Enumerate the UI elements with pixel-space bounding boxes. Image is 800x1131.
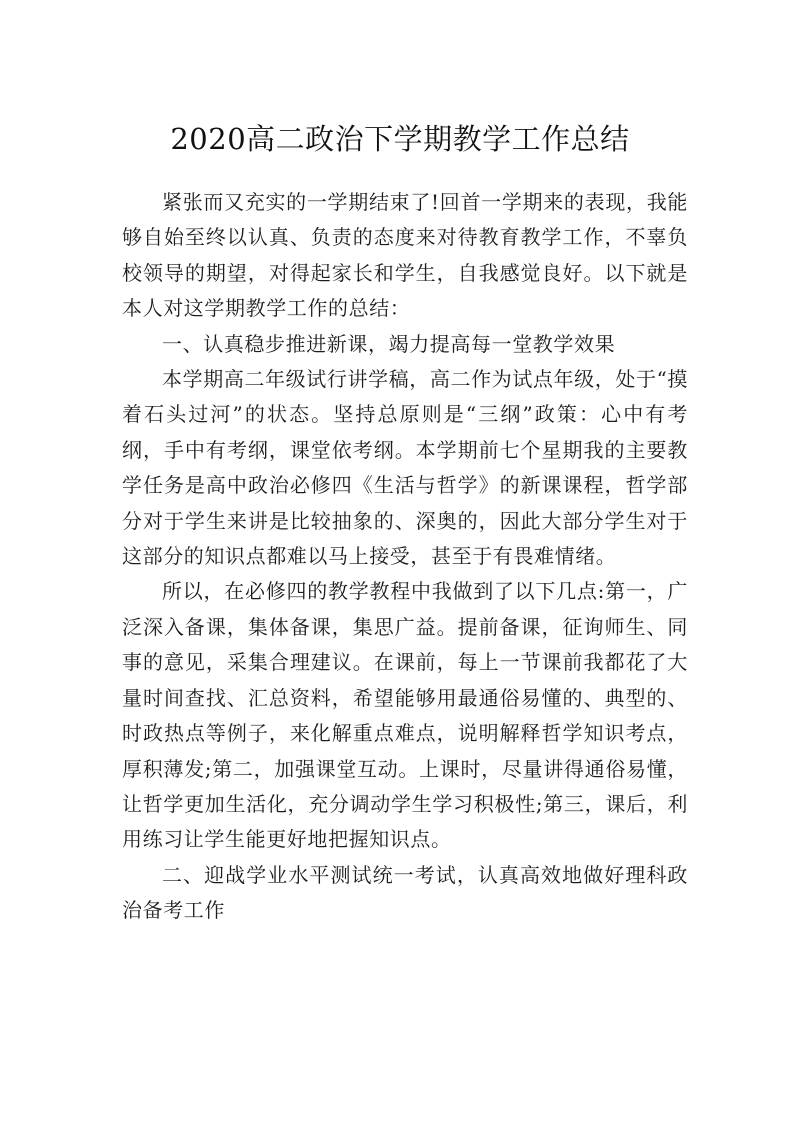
document-body xyxy=(122,185,688,929)
paragraph-section-1-methods: 所以，在必修四的教学教程中我做到了以下几点:第一，广泛深入备课，集体备课，集思广益。提前备课，征询师生、同事的意见，采集合理建议。在课前，每上一节课前我都花了大量时间查找、汇总资料，希望能够用最通俗易懂的、典型的、时政热点等例子，来化解重点难点，说明解释哲学知识考点，厚积薄发;第二，加强课堂互动。上课时，尽量讲得通俗易懂，让哲学更加生活化，充分调动学生学习积极性;第三，课后，利用练习让学生能更好地把握知识点。 xyxy=(122,579,688,852)
paragraph-section-1-body: 本学期高二年级试行讲学稿，高二作为试点年级，处于“摸着石头过河”的状态。坚持总原则是“三纲”政策：心中有考纲，手中有考纲，课堂依考纲。本学期前七个星期我的主要教学任务是高中政治必修四《生活与哲学》的新课课程，哲学部分对于学生来讲是比较抽象的、深奥的，因此大部分学生对于这部分的知识点都难以马上接受，甚至于有畏难情绪。 xyxy=(122,367,688,569)
section-heading-1: 一、认真稳步推进新课，竭力提高每一堂教学效果 xyxy=(162,331,616,356)
section-heading-2: 二、迎战学业水平测试统一考试，认真高效地做好理科政治备考工作 xyxy=(122,862,688,923)
paragraph-intro: 紧张而又充实的一学期结束了!回首一学期来的表现，我能够自始至终以认真、负责的态度来对待教育教学工作，不辜负校领导的期望，对得起家长和学生，自我感觉良好。以下就是本人对这学期教学工作的总结： xyxy=(122,190,688,321)
document-title: 2020高二政治下学期教学工作总结 xyxy=(170,122,630,157)
